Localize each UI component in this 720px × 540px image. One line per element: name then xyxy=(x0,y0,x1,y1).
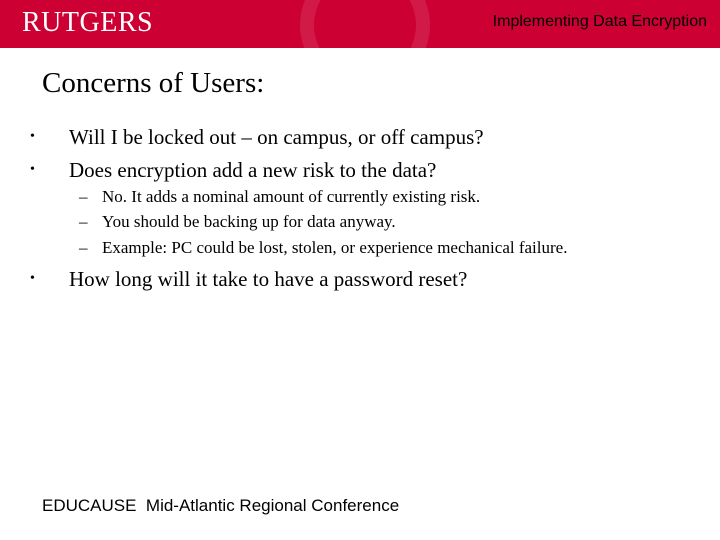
sub-bullet-text: No. It adds a nominal amount of currently existing risk. xyxy=(102,187,481,206)
sub-bullet-marker: – xyxy=(79,238,88,257)
presentation-title: Implementing Data Encryption xyxy=(492,13,707,30)
sub-bullet-text: You should be backing up for data anyway. xyxy=(102,212,396,231)
bullet-text: Does encryption add a new risk to the data? xyxy=(69,158,437,182)
header-bar xyxy=(0,0,720,48)
sub-bullet-marker: – xyxy=(79,187,88,206)
bullet-text: How long will it take to have a password reset? xyxy=(69,267,468,291)
logo-text: RUTGERS xyxy=(22,7,154,38)
bullet-marker: • xyxy=(30,129,35,144)
sub-bullet-marker: – xyxy=(79,212,88,231)
rutgers-logo xyxy=(22,9,153,37)
university-seal-watermark xyxy=(300,0,430,48)
bullet-text: Will I be locked out – on campus, or off campus? xyxy=(69,125,484,149)
sub-bullet-text: Example: PC could be lost, stolen, or experience mechanical failure. xyxy=(102,238,568,257)
slide-title: Concerns of Users: xyxy=(42,67,265,99)
footer-text: EDUCAUSE Mid-Atlantic Regional Conference xyxy=(42,496,400,515)
bullet-marker: • xyxy=(30,162,35,177)
bullet-marker: • xyxy=(30,271,35,286)
